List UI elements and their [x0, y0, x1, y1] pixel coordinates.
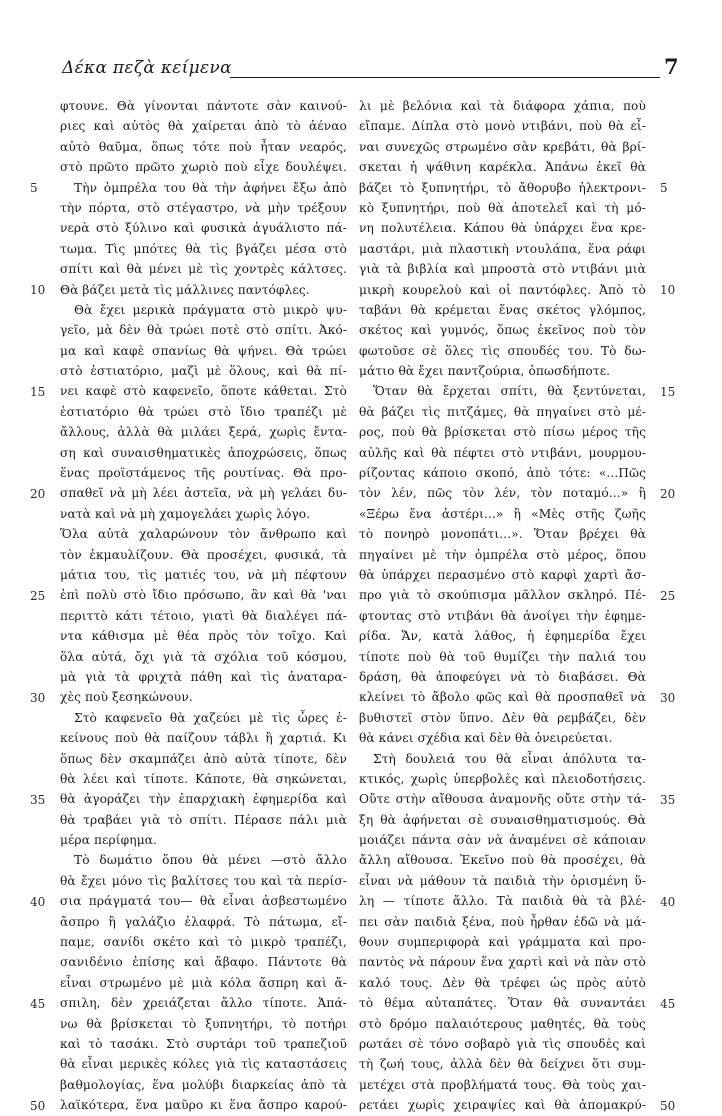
text-line: φωτοῦσε σὲ ὅλες τὶς σπουδές του. Τὸ δω-	[359, 343, 646, 358]
text-line: κείνους ποὺ θὰ παίζουν τάβλι ἢ χαρτιά. Κι	[60, 731, 347, 746]
text-line: εἴπαμε. Δίπλα στὸ μονὸ ντιβάνι, ποὺ θὰ εἶ-	[359, 119, 646, 134]
text-line: πηγαίνει μὲ τὴν ὀμπρέλα στὸ μέρος, ὅπου	[359, 547, 646, 562]
text-line: μαστάρι, μιὰ πλαστικὴ ντουλάπα, ἕνα ράφι	[359, 241, 646, 256]
text-line: μετέχει στὰ προβλήματά τους. Θὰ τοὺς χαι-	[359, 1077, 646, 1092]
text-line: ρος, ποὺ θὰ βρίσκεται στὸ πίσω μέρος τῆς	[359, 425, 646, 440]
text-line: καλό τους. Δὲν θὰ τρέφει ὡς πρὸς αὐτὸ	[359, 975, 646, 990]
text-line: θὰ κάνει σχέδια καὶ δὲν θὰ ὀνειρεύεται.	[359, 731, 613, 746]
left-column	[60, 96, 347, 1116]
line-number-right: 50	[660, 1098, 676, 1113]
text-line: εἶναι νὰ μάθουν τὰ παιδιὰ τὴν ὁρισμένη ὕ-	[359, 873, 646, 888]
line-number-left: 15	[30, 384, 46, 399]
line-number-right: 5	[660, 180, 668, 195]
header-rule	[230, 77, 660, 78]
text-line: αὐλῆς καὶ θὰ πέφτει στὸ ντιβάνι, μουρμου-	[359, 445, 646, 460]
line-number-left: 25	[30, 588, 46, 603]
line-number-right: 45	[660, 996, 676, 1011]
text-line: θὰ ὑπάρχει περασμένο στὸ καρφὶ χαρτὶ ἄσ-	[359, 567, 646, 582]
text-line: Ὅταν θὰ ἔρχεται σπίτι, θὰ ξεντύνεται,	[373, 384, 646, 399]
text-line: θὰ τραβάει γιὰ τὸ σπίτι. Πέρασε πάλι μιὰ	[60, 812, 347, 827]
text-line: Ὅλα αὐτὰ χαλαρώνουν τὸν ἄνθρωπο καὶ	[60, 527, 347, 542]
text-line: ἐπὶ πολὺ στὸ ἴδιο πρόσωπο, ἂν καὶ θὰ 'ναι	[60, 588, 347, 603]
text-line: ριες καὶ αὐτὸς θὰ χαίρεται ἀπὸ τὸ ἀέναο	[60, 119, 347, 134]
line-number-left: 20	[30, 486, 46, 501]
text-line: μα καὶ καφὲ σπανίως θὰ ψήνει. Θὰ τρώει	[60, 343, 347, 358]
text-line: μὰ γιὰ τὰ φριχτὰ πάθη καὶ τὶς ἀναταρα-	[60, 669, 347, 684]
text-line: «Ξέρω ἕνα ἀστέρι...» ἢ «Μὲς στῆς ζωῆς	[359, 506, 646, 521]
text-line: ἄσπρο ἢ γαλάζιο ἐλαφρά. Τὸ πάτωμα, εἴ-	[60, 914, 347, 929]
line-number-left: 30	[30, 690, 46, 705]
text-line: ναι συνεχῶς στρωμένο σὰν κρεβάτι, θὰ βρί-	[359, 139, 646, 154]
text-line: λι μὲ βελόνια καὶ τὰ διάφορα χάπια, ποὺ	[359, 99, 646, 113]
text-line: γιὰ τὰ βιβλία καὶ μπροστὰ στὸ ντιβάνι μιὰ	[359, 262, 646, 277]
line-number-right: 10	[660, 282, 676, 297]
text-line: Θὰ βάζει μετὰ τὶς μάλλινες παντόφλες.	[60, 282, 310, 297]
text-line: σια πράγματά του— θὰ εἶναι ἀσβεστωμένο	[60, 894, 347, 909]
text-line: βάζει τὸ ξυπνητήρι, τὸ ἄθορυβο ἠλεκτρονι-	[359, 180, 646, 195]
text-line: τὸν λέν, πῶς τὸν λέν, τὸν ποταμό...» ἢ	[359, 486, 646, 501]
text-line: φτοντας στὸ ντιβάνι θὰ ἀνοίγει τὴν ἐφημε-	[359, 608, 646, 623]
text-line: ρωτάει σὲ τόνο σοβαρὸ γιὰ τὶς σπουδὲς καὶ	[359, 1036, 646, 1051]
text-line: ἄλλους, ἀλλὰ θὰ μιλάει ξερά, χωρὶς ἔντα-	[60, 425, 347, 440]
text-line: μοιάζει πάντα σὰν νὰ ἀναμένει σὲ κάποιαν	[359, 833, 646, 848]
text-line: νερὰ στὸ ξύλινο καὶ φυσικὰ ἀγυάλιστο πά-	[60, 221, 347, 236]
text-line: γεῖο, μὰ δὲν θὰ τρώει ποτὲ στὸ σπίτι. Ἀκό-	[60, 323, 347, 338]
text-line: περιττὸ κάτι τέτοιο, γιατὶ θὰ διαλέγει πά-	[60, 608, 347, 623]
line-number-right: 30	[660, 690, 676, 705]
running-header	[40, 56, 680, 84]
text-line: δράση, θὰ ἀποφεύγει νὰ τὸ διαβάσει. Θὰ	[359, 669, 646, 684]
text-line: Τὸ δωμάτιο ὅπου θὰ μένει —στὸ ἄλλο	[74, 853, 347, 868]
text-line: λαϊκότερα, ἕνα μαῦρο κι ἕνα ἄσπρο καρού-	[60, 1098, 347, 1113]
text-line: σπιλη, δὲν χρειάζεται ἄλλο τίποτε. Ἀπά-	[60, 996, 347, 1011]
text-line: σπαθεῖ νὰ μὴ λέει ἀστεῖα, νὰ μὴ γελάει δυ-	[60, 486, 347, 501]
page-number: 7	[664, 54, 679, 79]
text-line: θουν συμπεριφορὰ καὶ γράμματα καὶ προ-	[359, 935, 646, 950]
text-line: λη — τίποτε ἄλλο. Τὰ παιδιὰ θὰ τὰ βλέ-	[359, 894, 646, 909]
text-line: προ γιὰ τὸ σκούπισμα μᾶλλον σκληρό. Πέ-	[359, 588, 646, 603]
text-line: ἕνας προϊστάμενος τῆς ρουτίνας. Θὰ προ-	[60, 466, 347, 481]
text-line: Τὴν ὀμπρέλα του θὰ τὴν ἀφήνει ἔξω ἀπὸ	[74, 180, 347, 195]
line-number-right: 40	[660, 894, 676, 909]
text-line: νατὰ καὶ νὰ μὴ χαμογελάει χωρὶς λόγο.	[60, 506, 311, 521]
line-number-left: 35	[30, 792, 46, 807]
text-line: τὸν ἐκμαυλίζουν. Θὰ προσέχει, φυσικά, τὰ	[60, 547, 347, 562]
line-number-left: 10	[30, 282, 46, 297]
text-line: ταβάνι θὰ κρέμεται ἕνας σκέτος γλόμπος,	[359, 302, 646, 317]
text-line: ὅπως δὲν σκαμπάζει ἀπὸ αὐτὰ τίποτε, δὲν	[60, 751, 347, 766]
line-number-left: 40	[30, 894, 46, 909]
text-line: τίποτε ποὺ θὰ τοῦ θυμίζει τὴν παλιά του	[359, 649, 646, 664]
text-line: κλείνει τὸ ἄβολο φῶς καὶ θὰ προσπαθεῖ νὰ	[359, 690, 646, 705]
text-line: Οὔτε στὴν αἴθουσα ἀναμονῆς οὔτε στὴν τά-	[359, 792, 646, 807]
text-line: θὰ ἔχει μόνο τὶς βαλίτσες του καὶ τὰ περίσ-	[60, 873, 347, 888]
text-line: θὰ εἶναι μερικὲς κόλες γιὰ τὶς καταστάσεις	[60, 1057, 347, 1072]
text-line: ντα κάθισμα μὲ θέα πρὸς τὸν τοῖχο. Καὶ	[60, 629, 347, 644]
text-line: πει σὰν παιδιὰ ξένα, ποὺ ἦρθαν ἐδῶ νὰ μά-	[359, 914, 646, 929]
right-column	[359, 96, 646, 1116]
text-line: ρίδα. Ἄν, κατὰ λάθος, ἡ ἐφημερίδα ἔχει	[359, 629, 646, 644]
line-number-left: 50	[30, 1098, 46, 1113]
text-line: τὴ ζωή τους, ἀλλὰ δὲν θὰ δείχνει ὅτι συμ-	[359, 1057, 646, 1072]
text-line: τὴν πόρτα, στὸ στέγαστρο, νὰ μὴν τρέξουν	[60, 200, 347, 215]
text-line: ρετάει χωρὶς χειραψίες καὶ θὰ ἀπομακρύ-	[359, 1098, 646, 1113]
text-line: μάτια του, τὶς ματιές του, νὰ μὴ πέφτουν	[60, 567, 347, 582]
text-line: Στὸ καφενεῖο θὰ χαζεύει μὲ τὶς ὧρες ἐ-	[74, 710, 347, 725]
text-line: εἶναι στρωμένο μὲ μιὰ κόλα ἄσπρη καὶ ἄ-	[60, 975, 347, 990]
text-line: νει καφὲ στὸ καφενεῖο, ὅποτε κάθεται. Στὸ	[60, 384, 347, 399]
text-line: μέρα περίφημα.	[60, 833, 158, 848]
book-title: Δέκα πεζὰ κείμενα	[62, 58, 232, 78]
text-line: θὰ βάζει τὶς πιτζάμες, θὰ πηγαίνει στὸ μέ-	[359, 404, 646, 419]
text-line: ὅλα αὐτά, ὄχι γιὰ τὰ σχόλια τοῦ κόσμου,	[60, 649, 347, 664]
text-line: τὸ πονηρὸ μονοπάτι...». Ὅταν βρέχει θὰ	[359, 527, 646, 542]
text-line: ση καὶ συναισθηματικὲς ἀποχρώσεις, ὅπως	[60, 445, 347, 460]
text-line: ἑστιατόριο θὰ τρώει στὸ ἴδιο τραπέζι μὲ	[60, 404, 347, 419]
text-line: σανιδένιο ἐπίσης καὶ ἄβαφο. Πάντοτε θὰ	[60, 955, 347, 970]
text-line: νη πολυτέλεια. Κάπου θὰ ὑπάρχει ἕνα κρε-	[359, 221, 646, 236]
text-line: ἄλλη αἴθουσα. Ἐκεῖνο ποὺ θὰ προσέχει, θὰ	[359, 853, 646, 868]
text-line: αὐτὸ θαῦμα, ὅπως τότε ποὺ ἦταν νεαρός,	[60, 139, 347, 154]
text-line: σκέτος καὶ γυμνός, ὅπως ἐκεῖνος ποὺ τὸν	[359, 323, 646, 338]
text-line: κτικός, χωρὶς ὑπερβολὲς καὶ πλειοδοτήσεις.	[359, 771, 646, 786]
line-number-right: 35	[660, 792, 676, 807]
text-line: σπίτι καὶ θὰ μένει μὲ τὶς χοντρὲς κάλτσες.	[60, 262, 347, 277]
text-line: νω θὰ βρίσκεται τὸ ξυπνητήρι, τὸ ποτήρι	[60, 1016, 347, 1031]
text-line: ξη θὰ ἀφήνεται σὲ συναισθηματισμούς. Θὰ	[359, 812, 646, 827]
text-line: ρίζοντας κάποιο σκοπό, ἀπὸ τότε: «...Πῶς	[359, 466, 646, 481]
text-line: φτουνε. Θὰ γίνονται πάντοτε σὰν καινού-	[60, 99, 347, 113]
line-number-right: 15	[660, 384, 676, 399]
text-line: στὸ πρῶτο πρῶτο χωριὸ ποὺ εἶχε δουλέψει.	[60, 160, 347, 175]
text-line: καὶ τὸ τασάκι. Στὸ συρτάρι τοῦ τραπεζιοῦ	[60, 1036, 347, 1051]
text-line: βαθμολογίας, ἕνα μολύβι διαρκείας ἀπὸ τὰ	[60, 1077, 347, 1092]
text-line: στὸ δρόμο παλαιότερους μαθητές, θὰ τοὺς	[359, 1016, 646, 1031]
text-line: βυθιστεῖ στὸν ὕπνο. Δὲν θὰ ρεμβάζει, δὲν	[359, 710, 646, 725]
text-line: τωμα. Τὶς μπότες θὰ τὶς βγάζει μέσα στὸ	[60, 241, 347, 256]
line-number-right: 25	[660, 588, 676, 603]
text-line: παμε, σανίδι σκέτο καὶ τὸ μικρὸ τραπέζι,	[60, 935, 347, 950]
text-line: χὲς ποὺ ξεσηκώνουν.	[60, 690, 193, 705]
line-number-left: 5	[30, 180, 38, 195]
text-line: κὸ ξυπνητήρι, ποὺ θὰ ἀποτελεῖ καὶ τὴ μό-	[359, 200, 646, 215]
text-line: μικρὴ κουρελοὺ καὶ οἱ παντόφλες. Ἀπὸ τὸ	[359, 282, 646, 297]
text-line: στὸ ἑστιατόριο, μαζὶ μὲ ὅλους, καὶ θὰ πί-	[60, 364, 347, 379]
text-line: παντὸς νὰ πάρουν ἕνα χαρτὶ καὶ νὰ πὰν στὸ	[359, 955, 646, 970]
text-line: σκεται ἡ ψάθινη καρέκλα. Ἀπάνω ἐκεῖ θὰ	[359, 160, 646, 175]
text-line: Θὰ ἔχει μερικὰ πράγματα στὸ μικρὸ ψυ-	[74, 302, 347, 317]
text-line: μάτιο θὰ ἔχει παντζούρια, ὁπωσδήποτε.	[359, 364, 611, 379]
line-number-right: 20	[660, 486, 676, 501]
text-line: Στὴ δουλειά του θὰ εἶναι ἀπόλυτα τα-	[373, 751, 646, 766]
text-line: θὰ ἀγοράζει τὴν ἐπαρχιακὴ ἐφημερίδα καὶ	[60, 792, 347, 807]
text-line: τὸ θέμα αὐταπάτες. Ὅταν θὰ συναντάει	[359, 996, 646, 1011]
line-number-left: 45	[30, 996, 46, 1011]
text-line: θὰ λέει καὶ τίποτε. Κάποτε, θὰ σηκώνεται,	[60, 771, 347, 786]
